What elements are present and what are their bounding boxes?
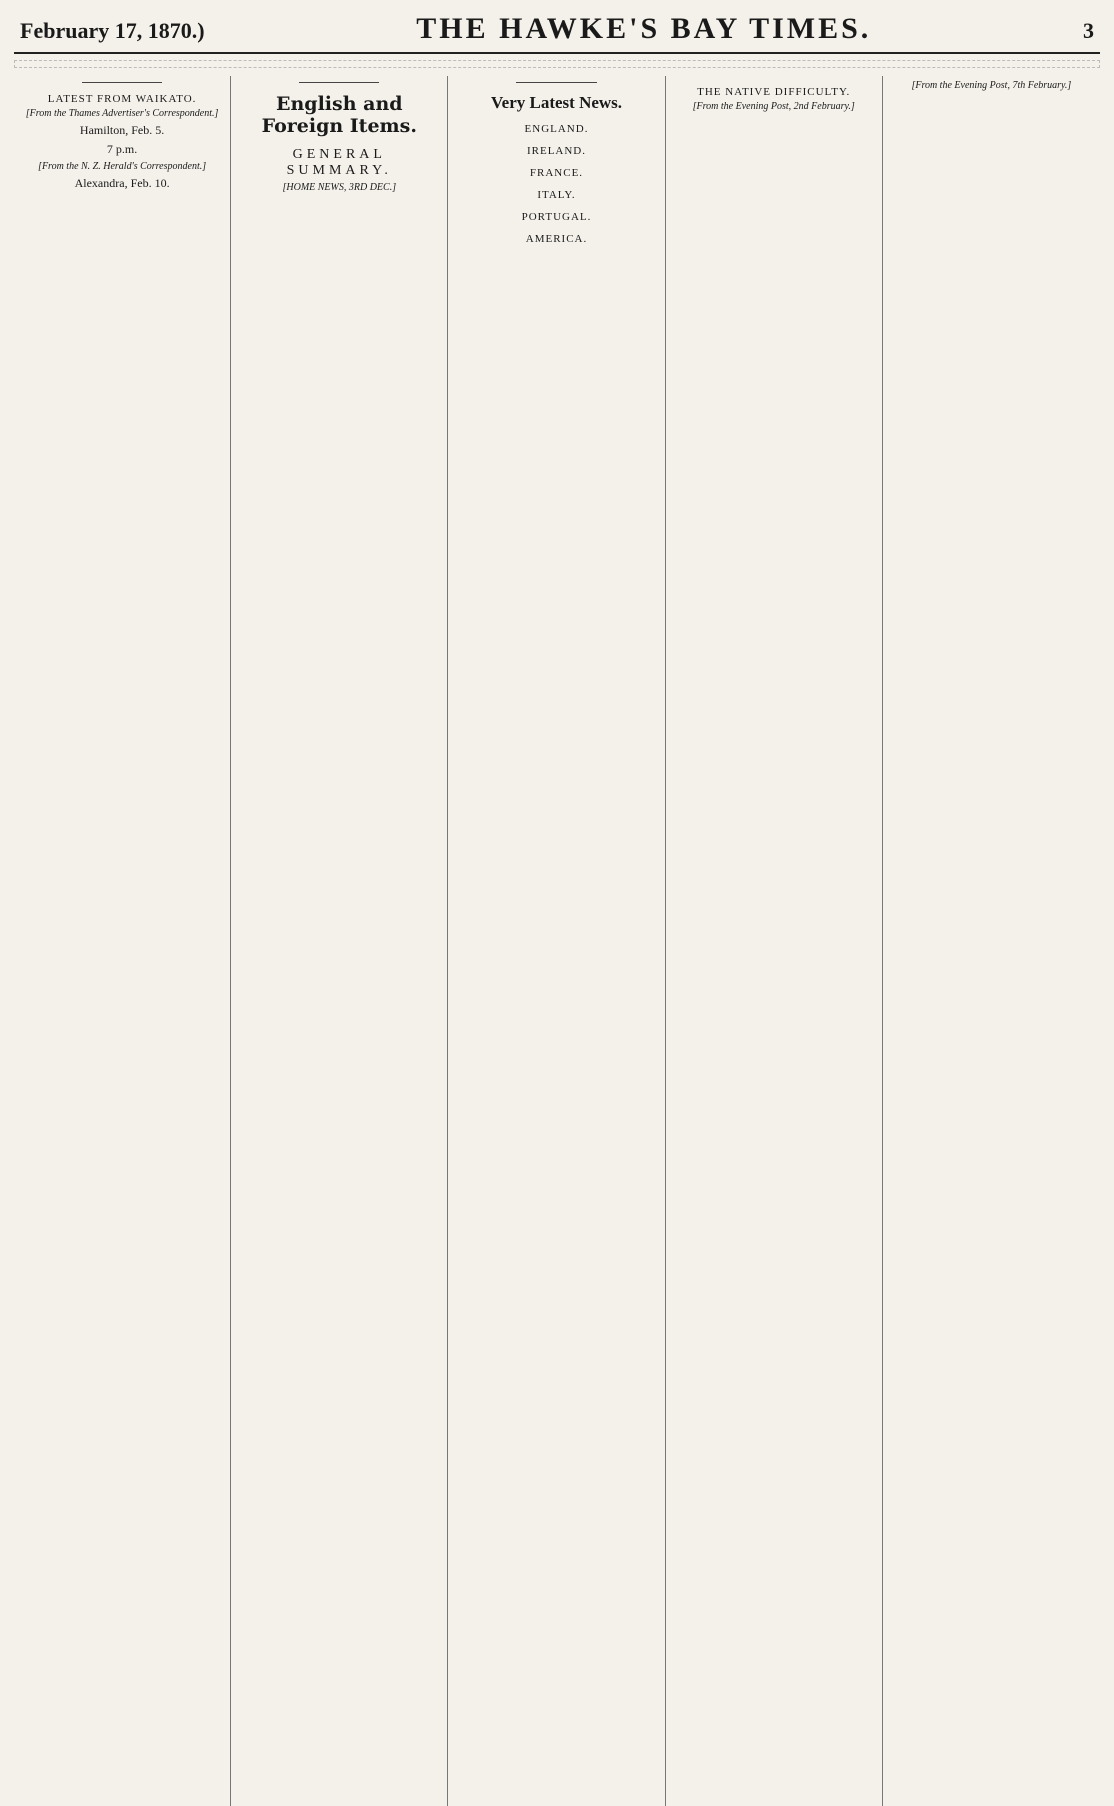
country-heading: IRELAND.	[526, 145, 586, 157]
source-credit: [HOME NEWS, 3RD DEC.]	[282, 182, 397, 193]
newspaper-title: THE HAWKE'S BAY TIMES.	[416, 12, 872, 45]
country-heading: AMERICA.	[525, 233, 588, 245]
source-credit: [From the Thames Advertiser's Correspondent.]	[25, 108, 219, 119]
section-heading: THE NATIVE DIFFICULTY.	[697, 86, 851, 98]
column-2	[231, 76, 448, 1806]
column-4	[666, 76, 883, 1806]
columns	[14, 76, 1100, 1806]
section-heading: English and Foreign Items.	[261, 93, 417, 137]
divider	[82, 82, 162, 83]
source-credit: [From the Evening Post, 2nd February.]	[692, 101, 855, 112]
column-3	[448, 76, 665, 1806]
section-heading: LATEST FROM WAIKATO.	[47, 93, 197, 105]
section-heading: Very Latest News.	[490, 93, 623, 112]
source-credit: [From the Evening Post, 7th February.]	[911, 80, 1072, 91]
country-heading: ITALY.	[537, 189, 576, 201]
dateline: Hamilton, Feb. 5.	[79, 123, 165, 137]
divider	[516, 82, 596, 83]
masthead	[14, 8, 1100, 54]
page-number: 3	[1083, 18, 1094, 43]
column-1	[14, 76, 231, 1806]
section-subheading: GENERAL SUMMARY.	[286, 147, 392, 178]
dateline: Alexandra, Feb. 10.	[74, 176, 170, 190]
dateline-time: 7 p.m.	[106, 142, 138, 156]
country-heading: ENGLAND.	[524, 123, 589, 135]
country-heading: FRANCE.	[529, 167, 584, 179]
source-credit: [From the N. Z. Herald's Correspondent.]	[38, 161, 207, 172]
divider	[299, 82, 379, 83]
issue-date: February 17, 1870.)	[20, 18, 205, 43]
content-notice	[14, 60, 1100, 68]
column-5	[883, 76, 1100, 1806]
country-heading: PORTUGAL.	[521, 211, 592, 223]
